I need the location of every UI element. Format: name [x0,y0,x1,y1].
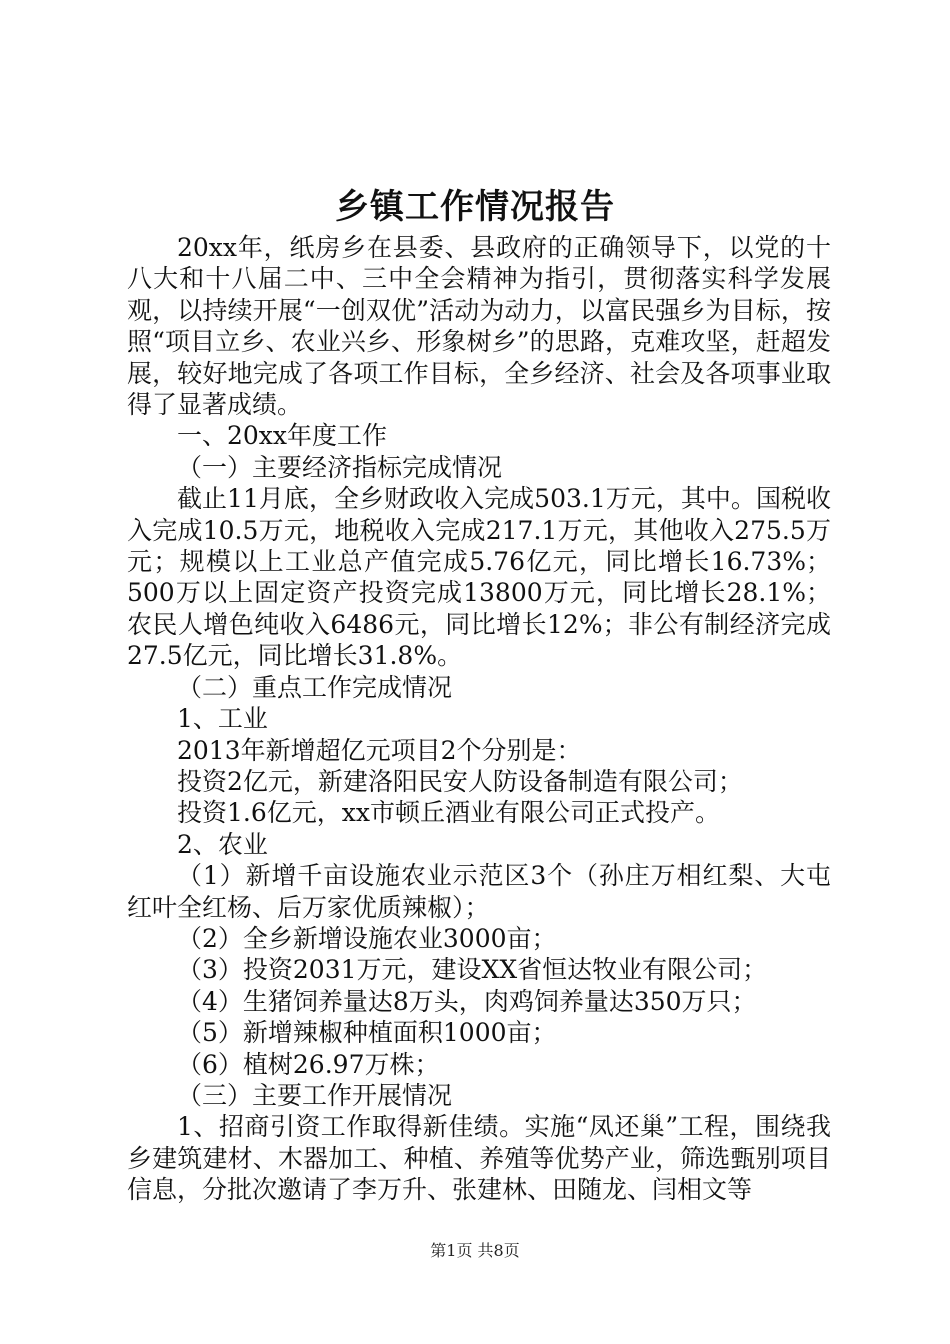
paragraph-agriculture-item-1: （1）新增千亩设施农业示范区3个（孙庄万相红梨、大屯红叶全红杨、后万家优质辣椒）； [127,861,831,922]
paragraph-industry-project-1: 投资2亿元，新建洛阳民安人防设备制造有限公司； [177,766,743,796]
paragraph-agriculture-item-6: （6）植树26.97万株； [177,1049,440,1079]
heading-subsection-1: （一）主要经济指标完成情况 [177,452,503,482]
heading-section-1: 一、20xx年度工作 [177,421,388,451]
paragraph-agriculture-item-3: （3）投资2031万元，建设XX省恒达牧业有限公司； [177,955,768,985]
paragraph-agriculture-item-5: （5）新增辣椒种植面积1000亩； [177,1018,557,1048]
page-footer: 第1页 共8页 [430,1241,520,1260]
paragraph-investment: 1、招商引资工作取得新佳绩。实施“凤还巢”工程，围绕我乡建筑建材、木器加工、种植、养殖等优势产业，筛选甄别项目信息，分批次邀请了李万升、张建林、田随龙、闫相文等 [127,1112,831,1205]
heading-subsection-2: （二）重点工作完成情况 [177,672,453,702]
paragraph-industry-projects: 2013年新增超亿元项目2个分别是： [177,735,582,765]
paragraph-industry-project-2: 投资1.6亿元，xx市顿丘酒业有限公司正式投产。 [177,798,720,828]
document-body [127,232,831,1206]
paragraph-agriculture-item-2: （2）全乡新增设施农业3000亩； [177,923,557,953]
paragraph-agriculture-item-4: （4）生猪饲养量达8万头，肉鸡饲养量达350万只； [177,986,757,1016]
heading-subsection-3: （三）主要工作开展情况 [177,1080,453,1110]
heading-agriculture: 2、农业 [177,829,268,859]
heading-industry: 1、工业 [177,704,268,734]
paragraph-economic-indicators: 截止11月底，全乡财政收入完成503.1万元，其中。国税收入完成10.5万元，地税收入完成217.1万元，其他收入275.5万元；规模以上工业总产值完成5.76亿元，同比增长16.73%；500万以上固定资产投资完成13800万元，同比增长28.1%；农民人增色纯收入6486元，同比增长12%；非公有制经济完成27.5亿元，同比增长31.8%。 [127,484,831,671]
document-title: 乡镇工作情况报告 [335,187,615,227]
paragraph-intro: 20xx年，纸房乡在县委、县政府的正确领导下，以党的十八大和十八届二中、三中全会精神为指引，贯彻落实科学发展观，以持续开展“一创双优”活动为动力，以富民强乡为目标，按照“项目立乡、农业兴乡、形象树乡”的思路，克难攻坚，赶超发展，较好地完成了各项工作目标，全乡经济、社会及各项事业取得了显著成绩。 [127,233,831,420]
